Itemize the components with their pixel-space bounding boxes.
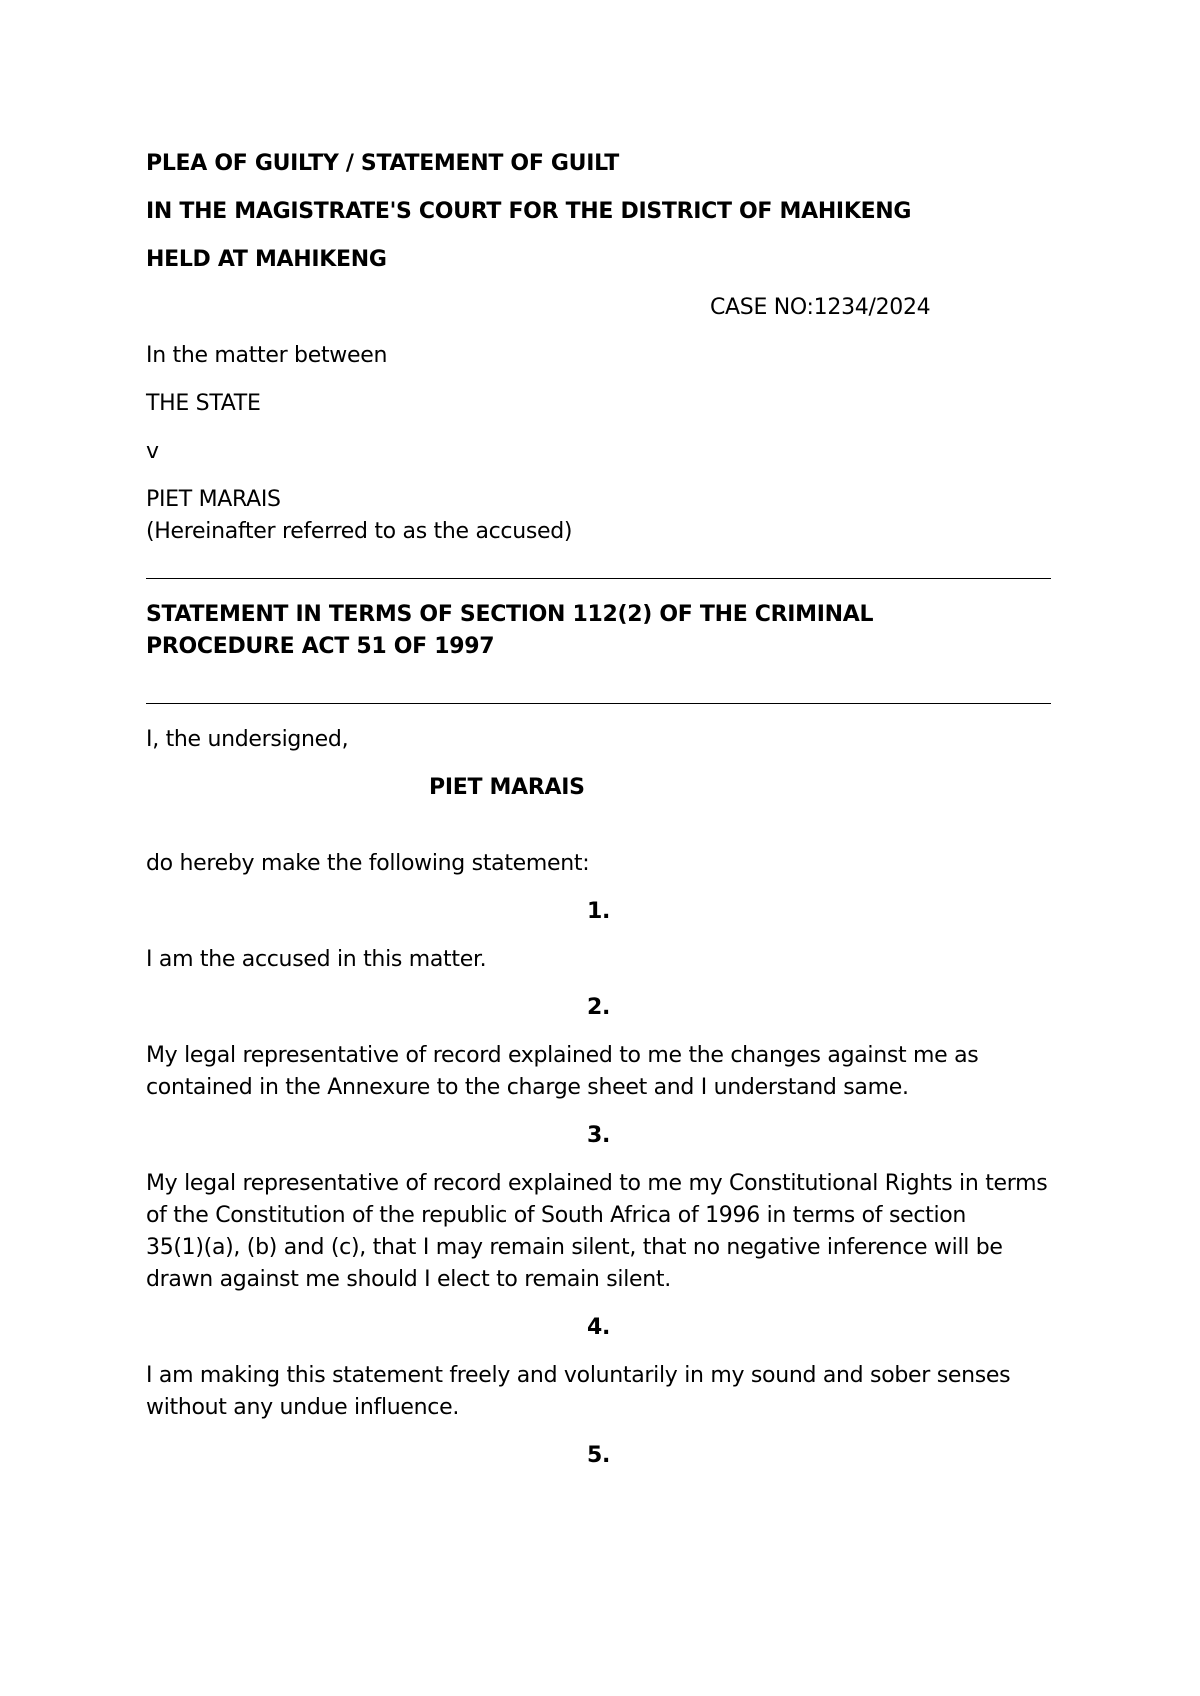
court-name: IN THE MAGISTRATE'S COURT FOR THE DISTRICT OF MAHIKENG: [146, 199, 912, 224]
document-page: [146, 148, 1051, 1472]
paragraph-body: [146, 1040, 1051, 1104]
paragraph-line: 35(1)(a), (b) and (c), that I may remain silent, that no negative inference will be: [146, 1235, 1003, 1260]
matter-intro: In the matter between: [146, 343, 388, 368]
accused-note: (Hereinafter referred to as the accused): [146, 519, 573, 544]
paragraph-line: My legal representative of record explained to me the changes against me as: [146, 1043, 979, 1068]
paragraph-line: I am the accused in this matter.: [146, 947, 487, 972]
held-at: HELD AT MAHIKENG: [146, 247, 387, 272]
paragraph-body: [146, 1168, 1051, 1296]
declarant-name: PIET MARAIS: [429, 775, 585, 800]
paragraph-line: without any undue influence.: [146, 1395, 460, 1420]
paragraph-body: [146, 1360, 1051, 1424]
statement-heading-line1: STATEMENT IN TERMS OF SECTION 112(2) OF THE CRIMINAL: [146, 602, 874, 627]
paragraph-line: My legal representative of record explained to me my Constitutional Rights in terms: [146, 1171, 1048, 1196]
case-number: CASE NO:1234/2024: [710, 295, 931, 320]
paragraph-line: I am making this statement freely and voluntarily in my sound and sober senses: [146, 1363, 1011, 1388]
paragraph-line: of the Constitution of the republic of South Africa of 1996 in terms of section: [146, 1203, 967, 1228]
paragraph-line: contained in the Annexure to the charge sheet and I understand same.: [146, 1075, 909, 1100]
statement-heading-line2: PROCEDURE ACT 51 OF 1997: [146, 634, 495, 659]
paragraph-number: 5.: [586, 1443, 611, 1468]
paragraph-number: 4.: [586, 1315, 611, 1340]
document-title: PLEA OF GUILTY / STATEMENT OF GUILT: [146, 151, 619, 176]
paragraph-number: 1.: [586, 899, 611, 924]
paragraph-number: 2.: [586, 995, 611, 1020]
numbered-paragraphs: [146, 896, 1051, 1472]
paragraph-line: drawn against me should I elect to remain silent.: [146, 1267, 671, 1292]
plaintiff-name: THE STATE: [146, 391, 261, 416]
accused-name: PIET MARAIS: [146, 487, 281, 512]
declaration-intro: I, the undersigned,: [146, 727, 349, 752]
paragraph-number: 3.: [586, 1123, 611, 1148]
versus: v: [146, 439, 159, 464]
paragraph-body: [146, 944, 1051, 976]
declaration-lead: do hereby make the following statement:: [146, 851, 590, 876]
